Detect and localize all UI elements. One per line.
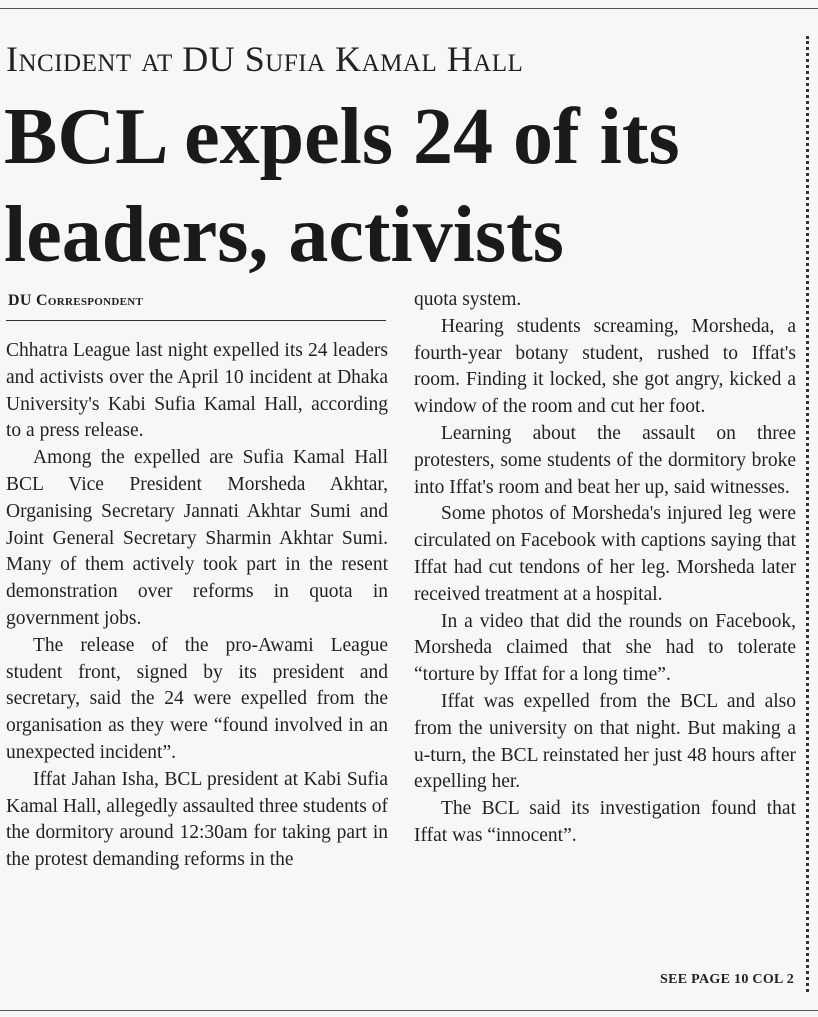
article-column-1: [6, 338, 388, 874]
byline: DU Correspondent: [8, 292, 144, 309]
paragraph: In a video that did the rounds on Facebook, Morsheda claimed that she had to tolerate “torture by Iffat for a long time”.: [414, 610, 796, 686]
byline-rule: [6, 320, 386, 321]
paragraph: Among the expelled are Sufia Kamal Hall BCL Vice President Morsheda Akhtar, Organising Secretary Jannati Akhtar Sumi and Joint General Secretary Sharmin Akhtar Sumi. Many of them actively took part in the resent demonstration over reforms in quota in government jobs.: [6, 447, 388, 629]
paragraph: Chhatra League last night expelled its 24 leaders and activists over the April 10 incident at Dhaka University's Kabi Sufia Kamal Hall, according to a press release.: [6, 340, 388, 442]
top-rule: [0, 8, 818, 9]
dotted-cut-border: [806, 36, 809, 992]
headline: BCL expels 24 of its leaders, activists: [4, 93, 680, 279]
paragraph: quota system.: [414, 289, 522, 310]
paragraph: Learning about the assault on three protesters, some students of the dormitory broke into Iffat's room and beat her up, said witnesses.: [414, 422, 796, 498]
paragraph: The BCL said its investigation found that Iffat was “innocent”.: [414, 798, 796, 846]
paragraph: Iffat was expelled from the BCL and also from the university on that night. But making a u-turn, the BCL reinstated her just 48 hours after expelling her.: [414, 690, 796, 793]
continued-on-page-label: SEE PAGE 10 COL 2: [660, 972, 794, 987]
paragraph: Some photos of Morsheda's injured leg were circulated on Facebook with captions saying that Iffat had cut tendons of her leg. Morsheda later received treatment at a hospital.: [414, 503, 796, 605]
article-column-2: [414, 287, 796, 850]
paragraph: Iffat Jahan Isha, BCL president at Kabi Sufia Kamal Hall, allegedly assaulted three students of the dormitory around 12:30am for taking part in the protest demanding reforms in the: [6, 768, 388, 871]
bottom-rule: [0, 1010, 818, 1011]
paragraph: Hearing students screaming, Morsheda, a fourth-year botany student, rushed to Iffat's room. Finding it locked, she got angry, kicked a window of the room and cut her foot.: [414, 315, 796, 418]
paragraph: The release of the pro-Awami League student front, signed by its president and secretary, said the 24 were expelled from the organisation as they were “found involved in an unexpected incident”.: [6, 634, 388, 763]
kicker: Incident at DU Sufia Kamal Hall: [6, 39, 524, 79]
